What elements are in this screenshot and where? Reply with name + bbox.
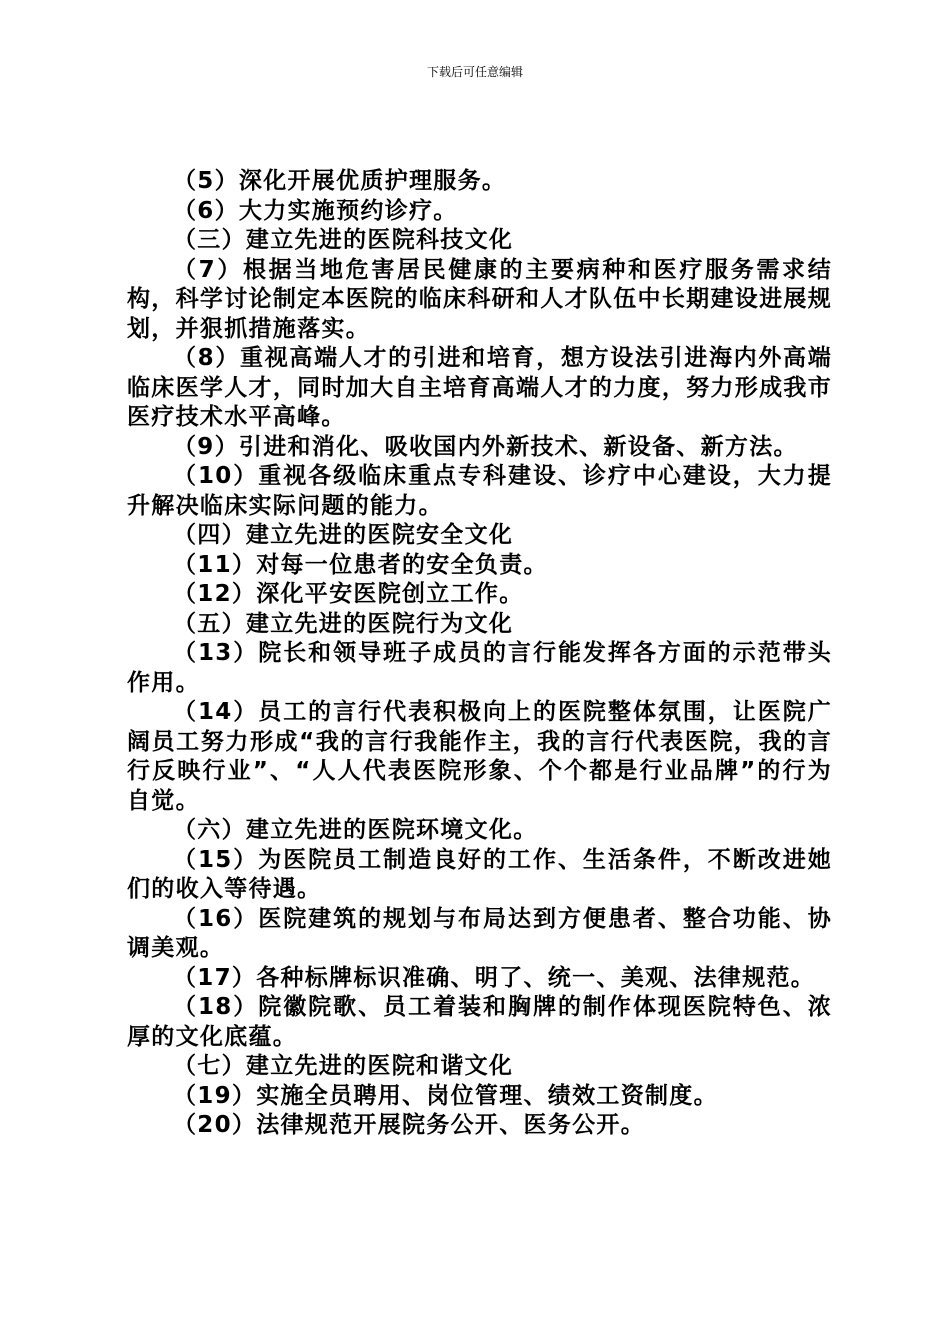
paragraph: （9）引进和消化、吸收国内外新技术、新设备、新方法。 bbox=[173, 433, 798, 460]
paragraph: （17）各种标牌标识准确、明了、统一、美观、法律规范。 bbox=[173, 964, 816, 991]
section-heading: （七）建立先进的医院和谐文化 bbox=[173, 1053, 514, 1079]
paragraph: （18）院徽院歌、员工着装和胸牌的制作体现医院特色、浓厚的文化底蕴。 bbox=[127, 994, 832, 1050]
paragraph: （16）医院建筑的规划与布局达到方便患者、整合功能、协调美观。 bbox=[127, 905, 832, 961]
section-heading: （五）建立先进的医院行为文化 bbox=[173, 610, 514, 637]
paragraph: （12）深化平安医院创立工作。 bbox=[173, 581, 524, 607]
paragraph: （20）法律规范开展院务公开、医务公开。 bbox=[173, 1112, 646, 1138]
section-heading: （四）建立先进的医院安全文化 bbox=[173, 522, 514, 548]
paragraph: （11）对每一位患者的安全负责。 bbox=[173, 551, 548, 578]
paragraph: （6）大力实施预约诊疗。 bbox=[173, 197, 458, 224]
paragraph: （13）院长和领导班子成员的言行能发挥各方面的示范带头作用。 bbox=[127, 640, 832, 696]
paragraph: （7）根据当地危害居民健康的主要病种和医疗服务需求结构，科学讨论制定本医院的临床科研和人才队伍中长期建设进展规划，并狠抓措施落实。 bbox=[127, 256, 832, 342]
paragraph: （14）员工的言行代表积极向上的医院整体氛围，让医院广阔员工努力形成“我的言行我能作主，我的言行代表医院，我的言行反映行业”、“人人代表医院形象、个个都是行业品牌”的行为自觉。 bbox=[127, 699, 832, 814]
paragraph: （10）重视各级临床重点专科建设、诊疗中心建设，大力提升解决临床实际问题的能力。 bbox=[127, 463, 832, 519]
page-header-note: 下载后可任意编辑 bbox=[426, 65, 523, 79]
paragraph: （15）为医院员工制造良好的工作、生活条件，不断改进她们的收入等待遇。 bbox=[127, 846, 832, 902]
paragraph: （8）重视高端人才的引进和培育，想方设法引进海内外高端临床医学人才，同时加大自主培育高端人才的力度，努力形成我市医疗技术水平高峰。 bbox=[127, 345, 832, 430]
section-heading: （三）建立先进的医院科技文化 bbox=[173, 227, 514, 253]
section-heading: （六）建立先进的医院环境文化。 bbox=[173, 817, 538, 843]
document-body bbox=[127, 167, 832, 1141]
paragraph: （19）实施全员聘用、岗位管理、绩效工资制度。 bbox=[173, 1082, 718, 1109]
paragraph: （5）深化开展优质护理服务。 bbox=[173, 168, 507, 194]
